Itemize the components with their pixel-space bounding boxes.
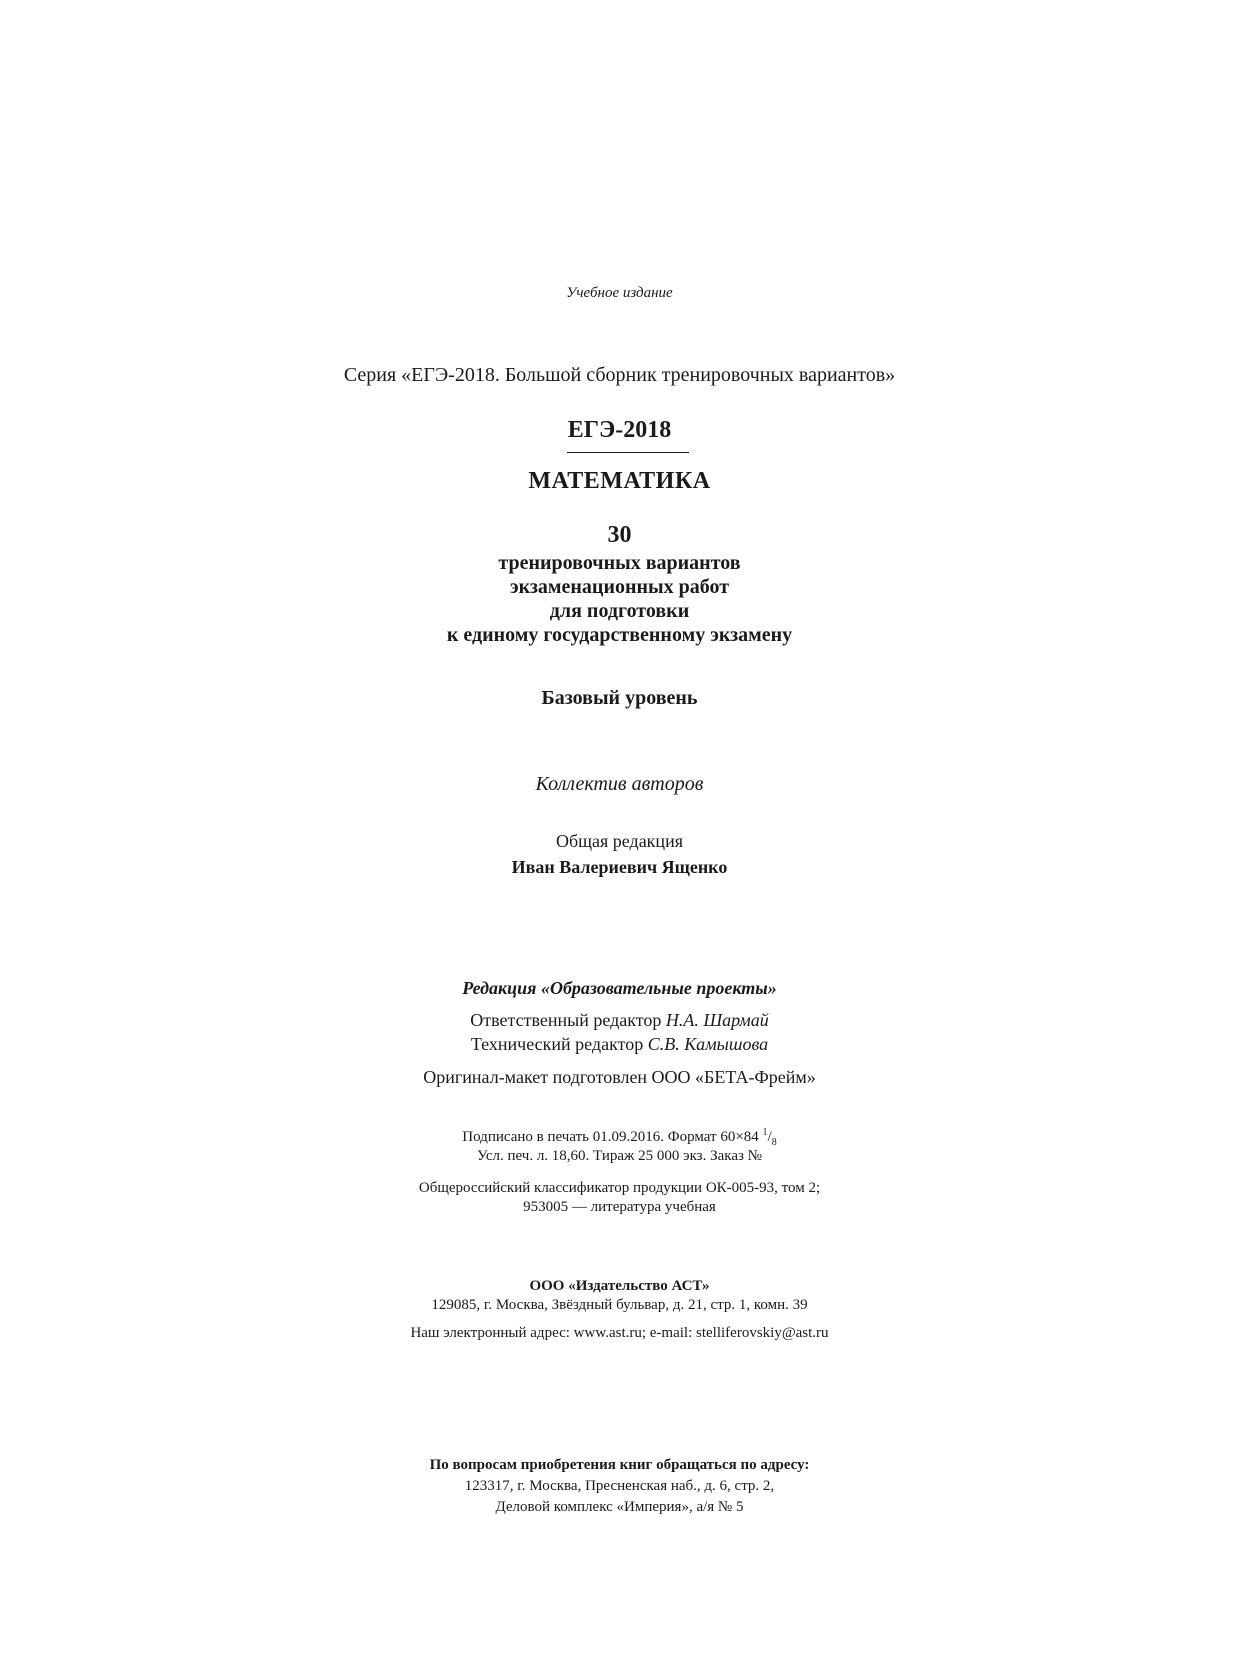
responsible-editor-label: Ответственный редактор — [470, 1010, 662, 1030]
technical-editor-line — [0, 1035, 1239, 1053]
general-edit-label: Общая редакция — [556, 831, 683, 851]
technical-editor-name: С.В. Камышова — [647, 1034, 769, 1054]
print-sheets: Усл. печ. л. 18,60. Тираж 25 000 экз. Заказ № — [477, 1148, 762, 1164]
description-line: для подготовки — [549, 600, 690, 622]
responsible-editor-name: Н.А. Шармай — [665, 1010, 769, 1030]
series-title: Серия «ЕГЭ-2018. Большой сборник тренировочных вариантов» — [343, 364, 896, 386]
purchase-address-line-1: 123317, г. Москва, Пресненская наб., д. 6, стр. 2, — [464, 1478, 775, 1494]
general-editor-name: Иван Валериевич Ященко — [511, 857, 728, 877]
editorial-office: Редакция «Образовательные проекты» — [462, 978, 777, 998]
format-fraction: $^1/_8$ — [762, 1127, 777, 1148]
description-line: экзаменационных работ — [509, 576, 730, 598]
responsible-editor-line — [0, 1011, 1239, 1029]
subject-title: МАТЕМАТИКА — [528, 468, 711, 494]
format-numerator: 1 — [762, 1127, 768, 1138]
technical-editor-label: Технический редактор — [470, 1034, 644, 1054]
variant-count: 30 — [607, 522, 632, 548]
title-divider — [567, 452, 689, 453]
layout-note: Оригинал-макет подготовлен ООО «БЕТА-Фрейм» — [423, 1067, 816, 1087]
purchase-title: По вопросам приобретения книг обращаться по адресу: — [429, 1457, 810, 1473]
edition-type: Учебное издание — [566, 285, 673, 301]
publisher-name: ООО «Издательство АСТ» — [529, 1278, 710, 1294]
print-signed: Подписано в печать 01.09.2016. Формат 60×84 — [462, 1129, 759, 1145]
format-denominator: 8 — [771, 1137, 777, 1148]
publisher-contacts: Наш электронный адрес: www.ast.ru; e-mail: stelliferovskiy@ast.ru — [410, 1325, 829, 1341]
print-signed-line — [0, 1128, 1239, 1148]
classifier-line-1: Общероссийский классификатор продукции ОК-005-93, том 2; — [418, 1180, 821, 1196]
publisher-address: 129085, г. Москва, Звёздный бульвар, д. 21, стр. 1, комн. 39 — [431, 1297, 808, 1313]
level-label: Базовый уровень — [541, 687, 698, 709]
description-line: к единому государственному экзамену — [446, 624, 793, 646]
classifier-line-2: 953005 — литература учебная — [523, 1199, 716, 1215]
exam-title: ЕГЭ-2018 — [567, 417, 672, 443]
authors-label: Коллектив авторов — [535, 773, 704, 795]
purchase-address-line-2: Деловой комплекс «Империя», а/я № 5 — [495, 1499, 744, 1515]
description-line: тренировочных вариантов — [498, 552, 741, 574]
